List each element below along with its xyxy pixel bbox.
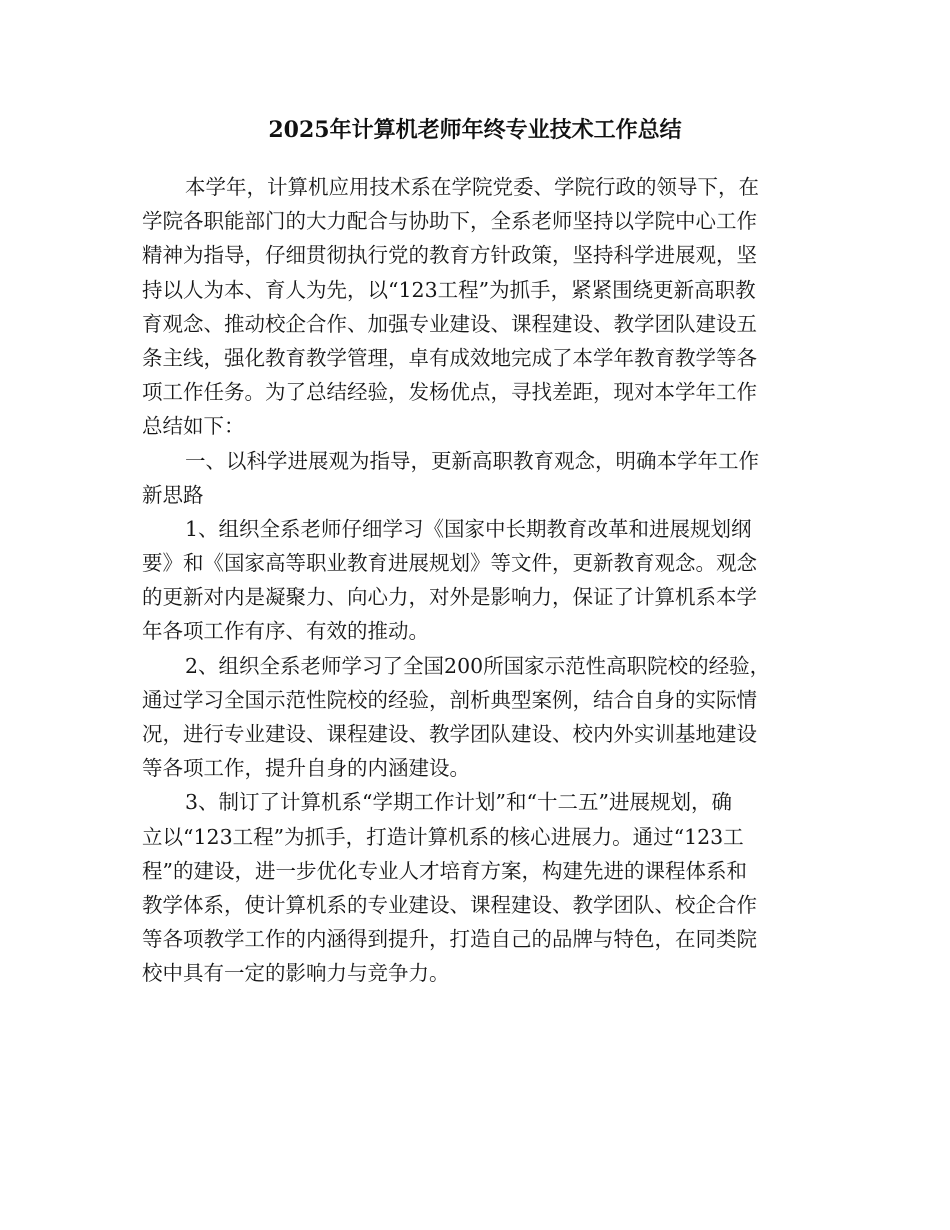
- paragraph-line: 总结如下：: [142, 414, 245, 439]
- paragraph-line: 况，进行专业建设、课程建设、教学团队建设、校内外实训基地建设: [142, 722, 757, 746]
- paragraph-line: 的更新对内是凝聚力、向心力，对外是影响力，保证了计算机系本学: [142, 585, 757, 610]
- paragraph-line: 1、组织全系老师仔细学习《国家中长期教育改革和进展规划纲: [185, 516, 752, 541]
- paragraph-line: 条主线，强化教育教学管理，卓有成效地完成了本学年教育教学等各: [142, 345, 757, 370]
- section-heading-1: [142, 444, 812, 512]
- paragraph-item-2: [142, 649, 812, 786]
- paragraph-line: 精神为指导，仔细贯彻执行党的教育方针政策，坚持科学进展观，坚: [142, 243, 757, 268]
- paragraph-line: 新思路: [142, 482, 204, 507]
- paragraph-line: 育观念、推动校企合作、加强专业建设、课程建设、教学团队建设五: [142, 311, 757, 336]
- paragraph-line: 年各项工作有序、有效的推动。: [142, 619, 429, 644]
- paragraph-line: 立以“123工程”为抓手，打造计算机系的核心进展力。通过“123工: [142, 824, 744, 849]
- paragraph-line: 本学年，计算机应用技术系在学院党委、学院行政的领导下，在: [185, 175, 759, 199]
- paragraph-line: 一、以科学进展观为指导，更新高职教育观念，明确本学年工作: [185, 448, 759, 473]
- paragraph-line: 持以人为本、育人为先，以“123工程”为抓手，紧紧围绕更新高职教: [142, 277, 756, 302]
- paragraph-line: 通过学习全国示范性院校的经验，剖析典型案例，结合自身的实际情: [142, 687, 757, 712]
- paragraph-line: 学院各职能部门的大力配合与协助下，全系老师坚持以学院中心工作: [142, 209, 757, 234]
- document-body: [142, 170, 812, 991]
- paragraph-line: 校中具有一定的影响力与竞争力。: [142, 961, 450, 986]
- paragraph-line: 3、制订了计算机系“学期工作计划”和“十二五”进展规划，确: [185, 790, 732, 815]
- paragraph-line: 程”的建设，进一步优化专业人才培育方案，构建先进的课程体系和: [142, 858, 747, 883]
- paragraph-item-3: [142, 785, 812, 990]
- paragraph-intro: [142, 170, 812, 444]
- paragraph-line: 教学体系，使计算机系的专业建设、课程建设、教学团队、校企合作: [142, 892, 757, 917]
- paragraph-line: 项工作任务。为了总结经验，发杨优点，寻找差距，现对本学年工作: [142, 380, 757, 405]
- paragraph-line: 要》和《国家高等职业教育进展规划》等文件，更新教育观念。观念: [142, 551, 757, 576]
- paragraph-line: 等各项教学工作的内涵得到提升，打造自己的品牌与特色，在同类院: [142, 927, 757, 952]
- paragraph-line: 等各项工作，提升自身的内涵建设。: [142, 756, 470, 781]
- paragraph-line: 2、组织全系老师学习了全国200所国家示范性高职院校的经验，: [185, 653, 771, 678]
- paragraph-item-1: [142, 512, 812, 649]
- document-title: 2025年计算机老师年终专业技术工作总结: [268, 117, 682, 143]
